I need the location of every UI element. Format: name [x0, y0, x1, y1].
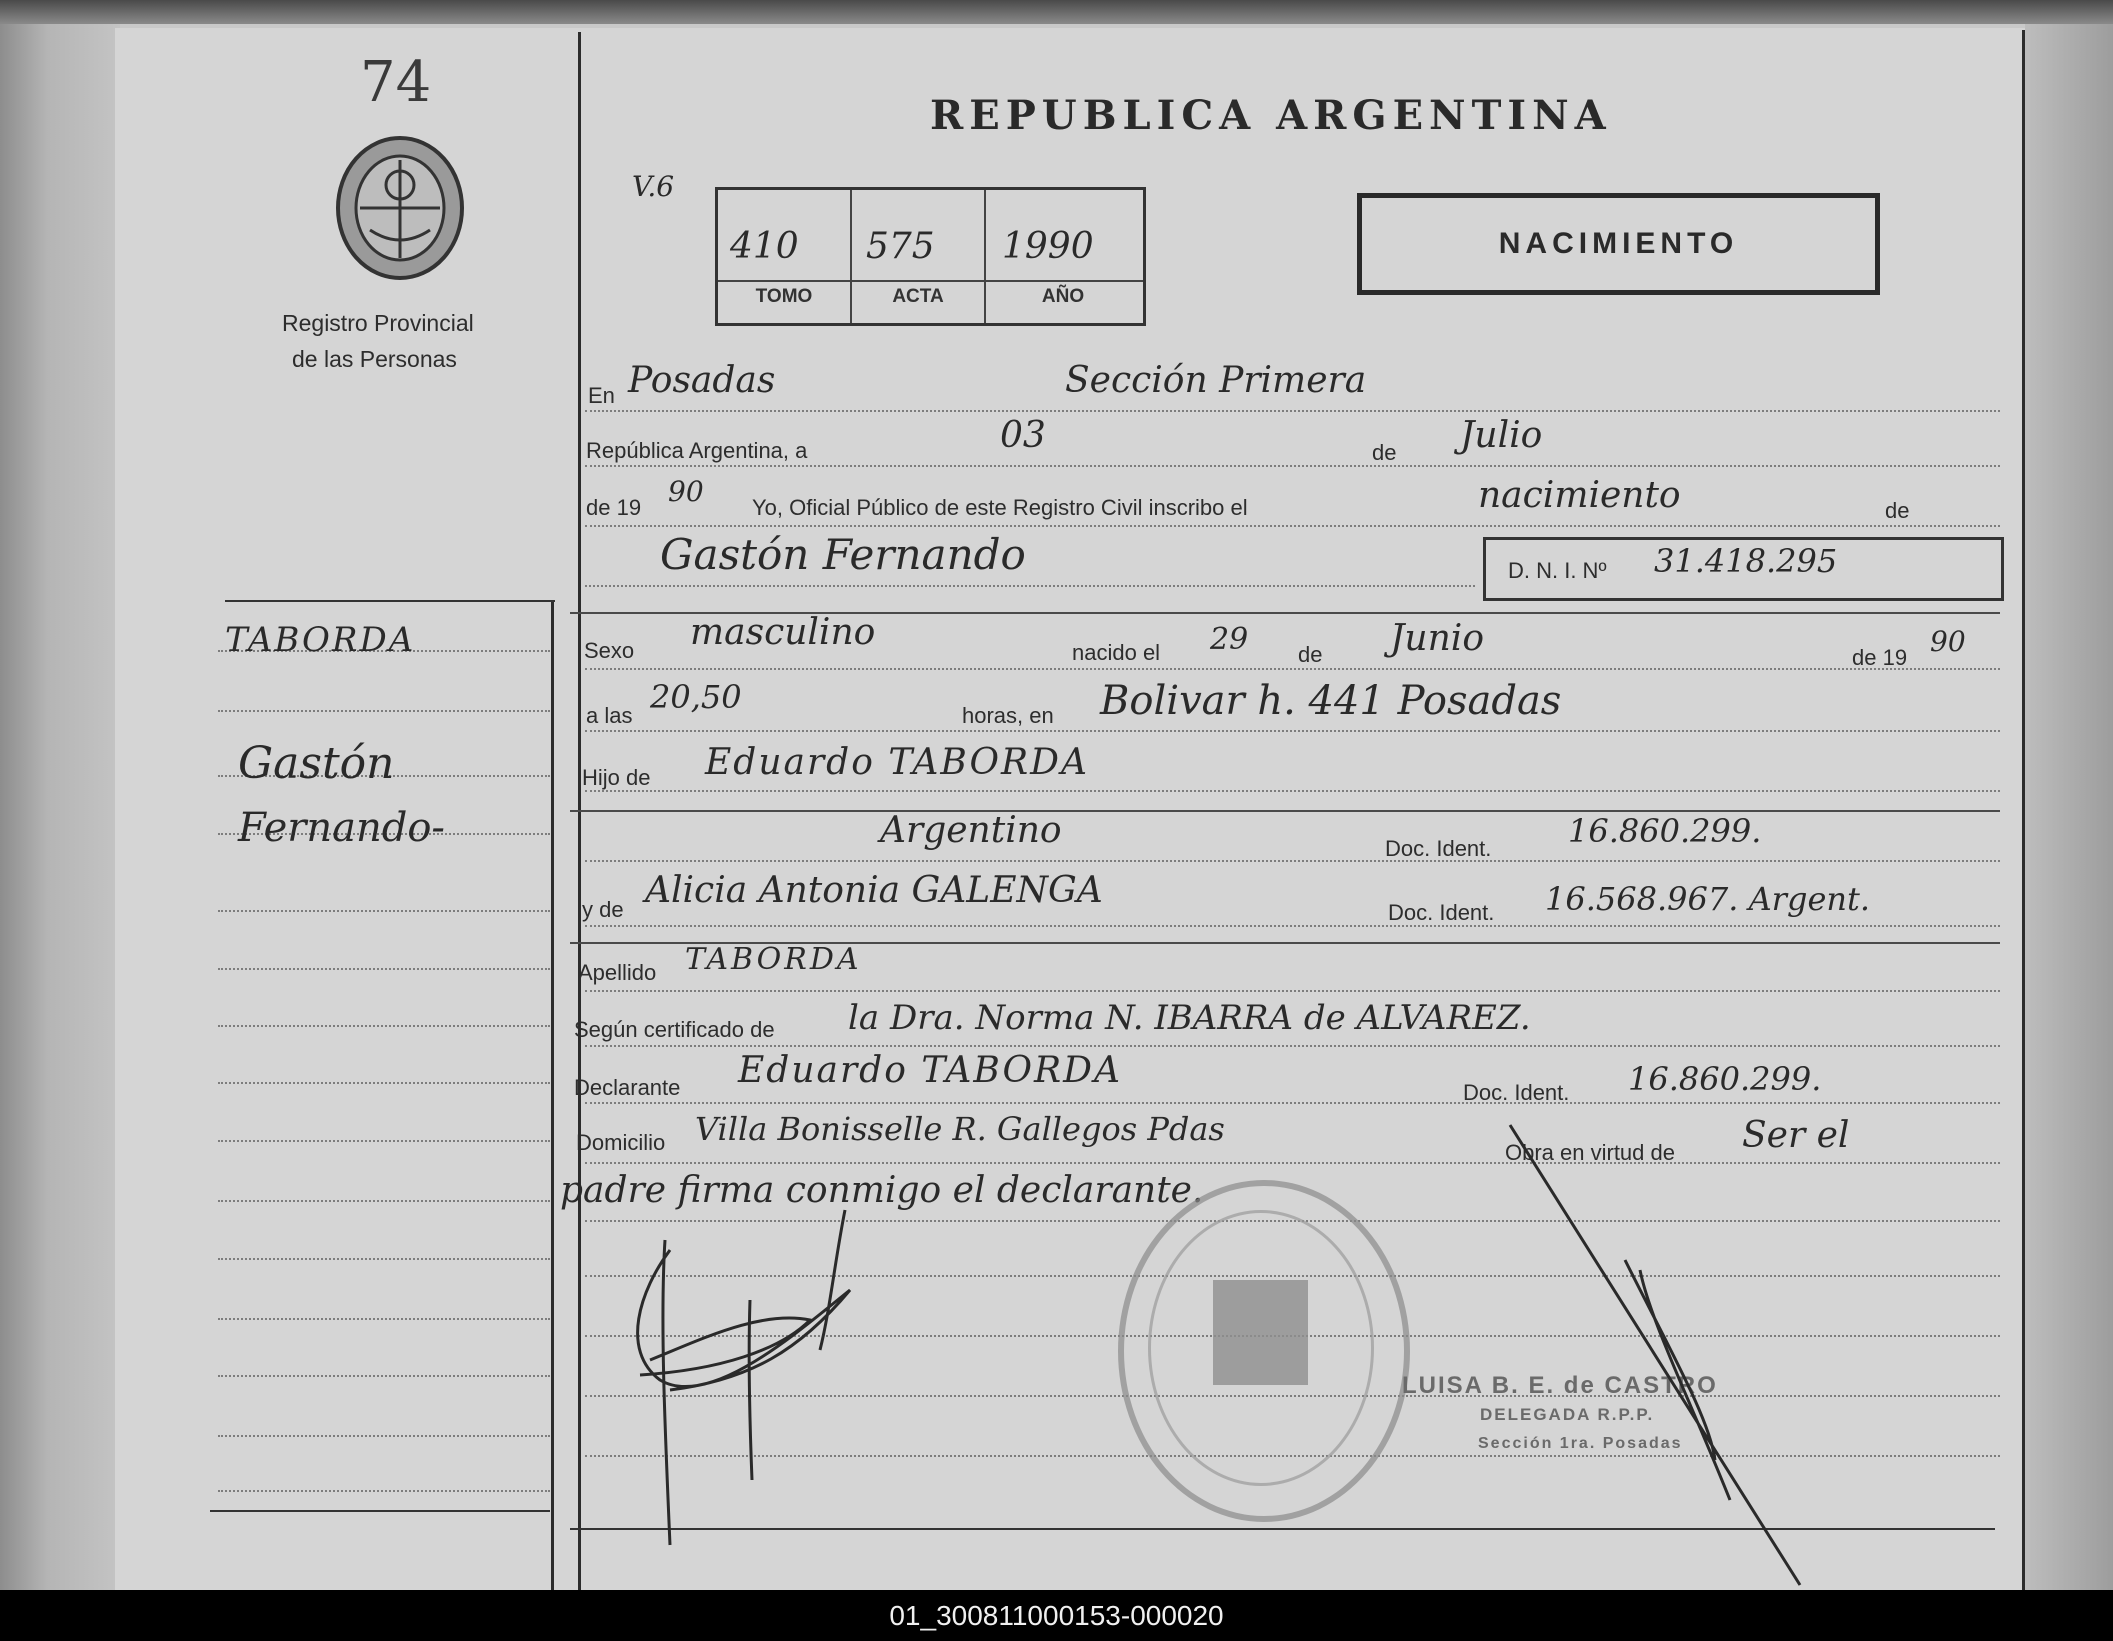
dni-label: D. N. I. Nº: [1508, 558, 1607, 583]
republica-label: República Argentina, a: [586, 438, 808, 463]
tomo-value: 410: [730, 226, 799, 267]
registry-grid: [715, 187, 1146, 326]
year-prefix-label-2: de 19: [1852, 645, 1908, 670]
margin-line: [218, 1490, 550, 1492]
year-prefix-label: de 19: [586, 495, 642, 520]
act-value: nacimiento: [1478, 475, 1681, 516]
top-shadow: [0, 0, 2113, 24]
record-type-box: NACIMIENTO: [1357, 193, 1880, 295]
domicilio-label: Domicilio: [576, 1130, 666, 1155]
alas-label: a las: [586, 703, 633, 728]
birth-place: Bolivar h. 441 Posadas: [1100, 678, 1562, 724]
horas-label: horas, en: [962, 703, 1054, 728]
tomo-label: TOMO: [755, 286, 813, 307]
certificado-value: la Dra. Norma N. IBARRA de ALVAREZ.: [848, 998, 1531, 1038]
declarante-label: Declarante: [574, 1075, 681, 1100]
page-title: REPUBLICA ARGENTINA: [930, 92, 1612, 139]
section-value: Sección Primera: [1065, 360, 1367, 401]
birth-month: Junio: [1390, 618, 1484, 659]
margin-line: [218, 1140, 550, 1142]
birth-year: 90: [1930, 625, 1966, 658]
form-line: [585, 668, 2000, 670]
margin-name-2: Fernando-: [238, 805, 445, 851]
ano-value: 1990: [1002, 226, 1094, 267]
margin-surname: TABORDA: [225, 620, 416, 660]
margin-name-1: Gastón: [238, 738, 395, 789]
margin-line: [218, 1025, 550, 1027]
dni-box: [1483, 537, 2004, 601]
de-label: de: [1372, 440, 1397, 465]
form-rule: [570, 810, 2000, 812]
obra-value: Ser el: [1742, 1115, 1850, 1156]
form-line: [585, 990, 2000, 992]
margin-line: [218, 1375, 550, 1377]
form-line: [585, 925, 2000, 927]
domicilio-value: Villa Bonisselle R. Gallegos Pdas: [695, 1110, 1225, 1148]
stamp-emblem: [1213, 1280, 1308, 1385]
doc-label-3: Doc. Ident.: [1463, 1080, 1570, 1105]
margin-line: [218, 1435, 550, 1437]
doc-label-2: Doc. Ident.: [1388, 900, 1495, 925]
nacido-label: nacido el: [1072, 640, 1161, 665]
birth-day: 29: [1210, 622, 1249, 657]
place-value: Posadas: [628, 360, 776, 401]
folio-number: 74: [360, 50, 432, 115]
form-line: [585, 1102, 2000, 1104]
right-edge: [2025, 24, 2113, 1590]
form-line: [585, 730, 2000, 732]
office-line1: Registro Provincial: [282, 310, 474, 336]
doc-label: Doc. Ident.: [1385, 836, 1492, 861]
de-label-3: de: [1298, 642, 1323, 667]
mother-doc: 16.568.967. Argent.: [1545, 880, 1871, 918]
day-value: 03: [1000, 415, 1046, 456]
form-line: [585, 465, 2000, 467]
year-value: 90: [668, 475, 704, 508]
office-line2: de las Personas: [292, 346, 457, 372]
officer-section: Sección 1ra. Posadas: [1478, 1435, 1683, 1452]
acta-label: ACTA: [892, 286, 944, 307]
margin-line: [218, 710, 550, 712]
margin-line: [218, 1082, 550, 1084]
mother-name: Alicia Antonia GALENGA: [645, 870, 1103, 911]
divider-right: [2022, 30, 2025, 1590]
signature-declarant: [600, 1200, 900, 1550]
form-line: [585, 410, 2000, 412]
apellido-value: TABORDA: [685, 942, 862, 977]
father-name: Eduardo TABORDA: [705, 742, 1089, 783]
declarante-value: Eduardo TABORDA: [738, 1050, 1122, 1091]
form-line: [585, 585, 1475, 587]
margin-line: [218, 968, 550, 970]
form-line: [585, 1045, 2000, 1047]
margin-bottom-rule: [210, 1510, 550, 1512]
margin-line: [218, 1258, 550, 1260]
image-id-caption: 01_300811000153-000020: [0, 1590, 2113, 1641]
sexo-label: Sexo: [584, 638, 635, 663]
father-nationality: Argentino: [880, 810, 1062, 851]
obra-label: Obra en virtud de: [1505, 1140, 1675, 1165]
certificado-label: Según certificado de: [574, 1017, 775, 1042]
margin-top-rule: [225, 600, 555, 602]
en-label: En: [588, 383, 615, 408]
birth-time: 20,50: [650, 678, 742, 716]
volume-note: V.6: [632, 170, 675, 203]
form-line: [585, 525, 2000, 527]
margin-line: [218, 1200, 550, 1202]
form-line: [585, 790, 2000, 792]
hijo-label: Hijo de: [582, 765, 651, 790]
officer-role: DELEGADA R.P.P.: [1480, 1405, 1655, 1424]
father-doc: 16.860.299.: [1568, 812, 1762, 850]
form-line: [585, 860, 2000, 862]
signature-officer: [1500, 1120, 1820, 1590]
dni-value: 31.418.295: [1654, 542, 1838, 580]
officer-name: LUISA B. E. de CASTRO: [1402, 1372, 1718, 1399]
coat-of-arms-icon: [330, 130, 470, 285]
margin-line: [218, 910, 550, 912]
margin-line: [218, 1318, 550, 1320]
yde-label: y de: [582, 897, 624, 922]
de-label-2: de: [1885, 498, 1910, 523]
sexo-value: masculino: [690, 612, 876, 653]
declarante-doc: 16.860.299.: [1628, 1060, 1822, 1098]
month-value: Julio: [1460, 415, 1543, 456]
ano-label: AÑO: [1041, 286, 1085, 307]
apellido-label: Apellido: [578, 960, 657, 985]
acta-value: 575: [866, 226, 935, 267]
divider-margin: [551, 600, 554, 1590]
child-name: Gastón Fernando: [660, 530, 1026, 579]
oficial-label: Yo, Oficial Público de este Registro Civil inscribo el: [752, 495, 1248, 520]
obra-continuation: padre firma conmigo el declarante.: [560, 1170, 1204, 1211]
book-binding: [0, 24, 120, 1590]
